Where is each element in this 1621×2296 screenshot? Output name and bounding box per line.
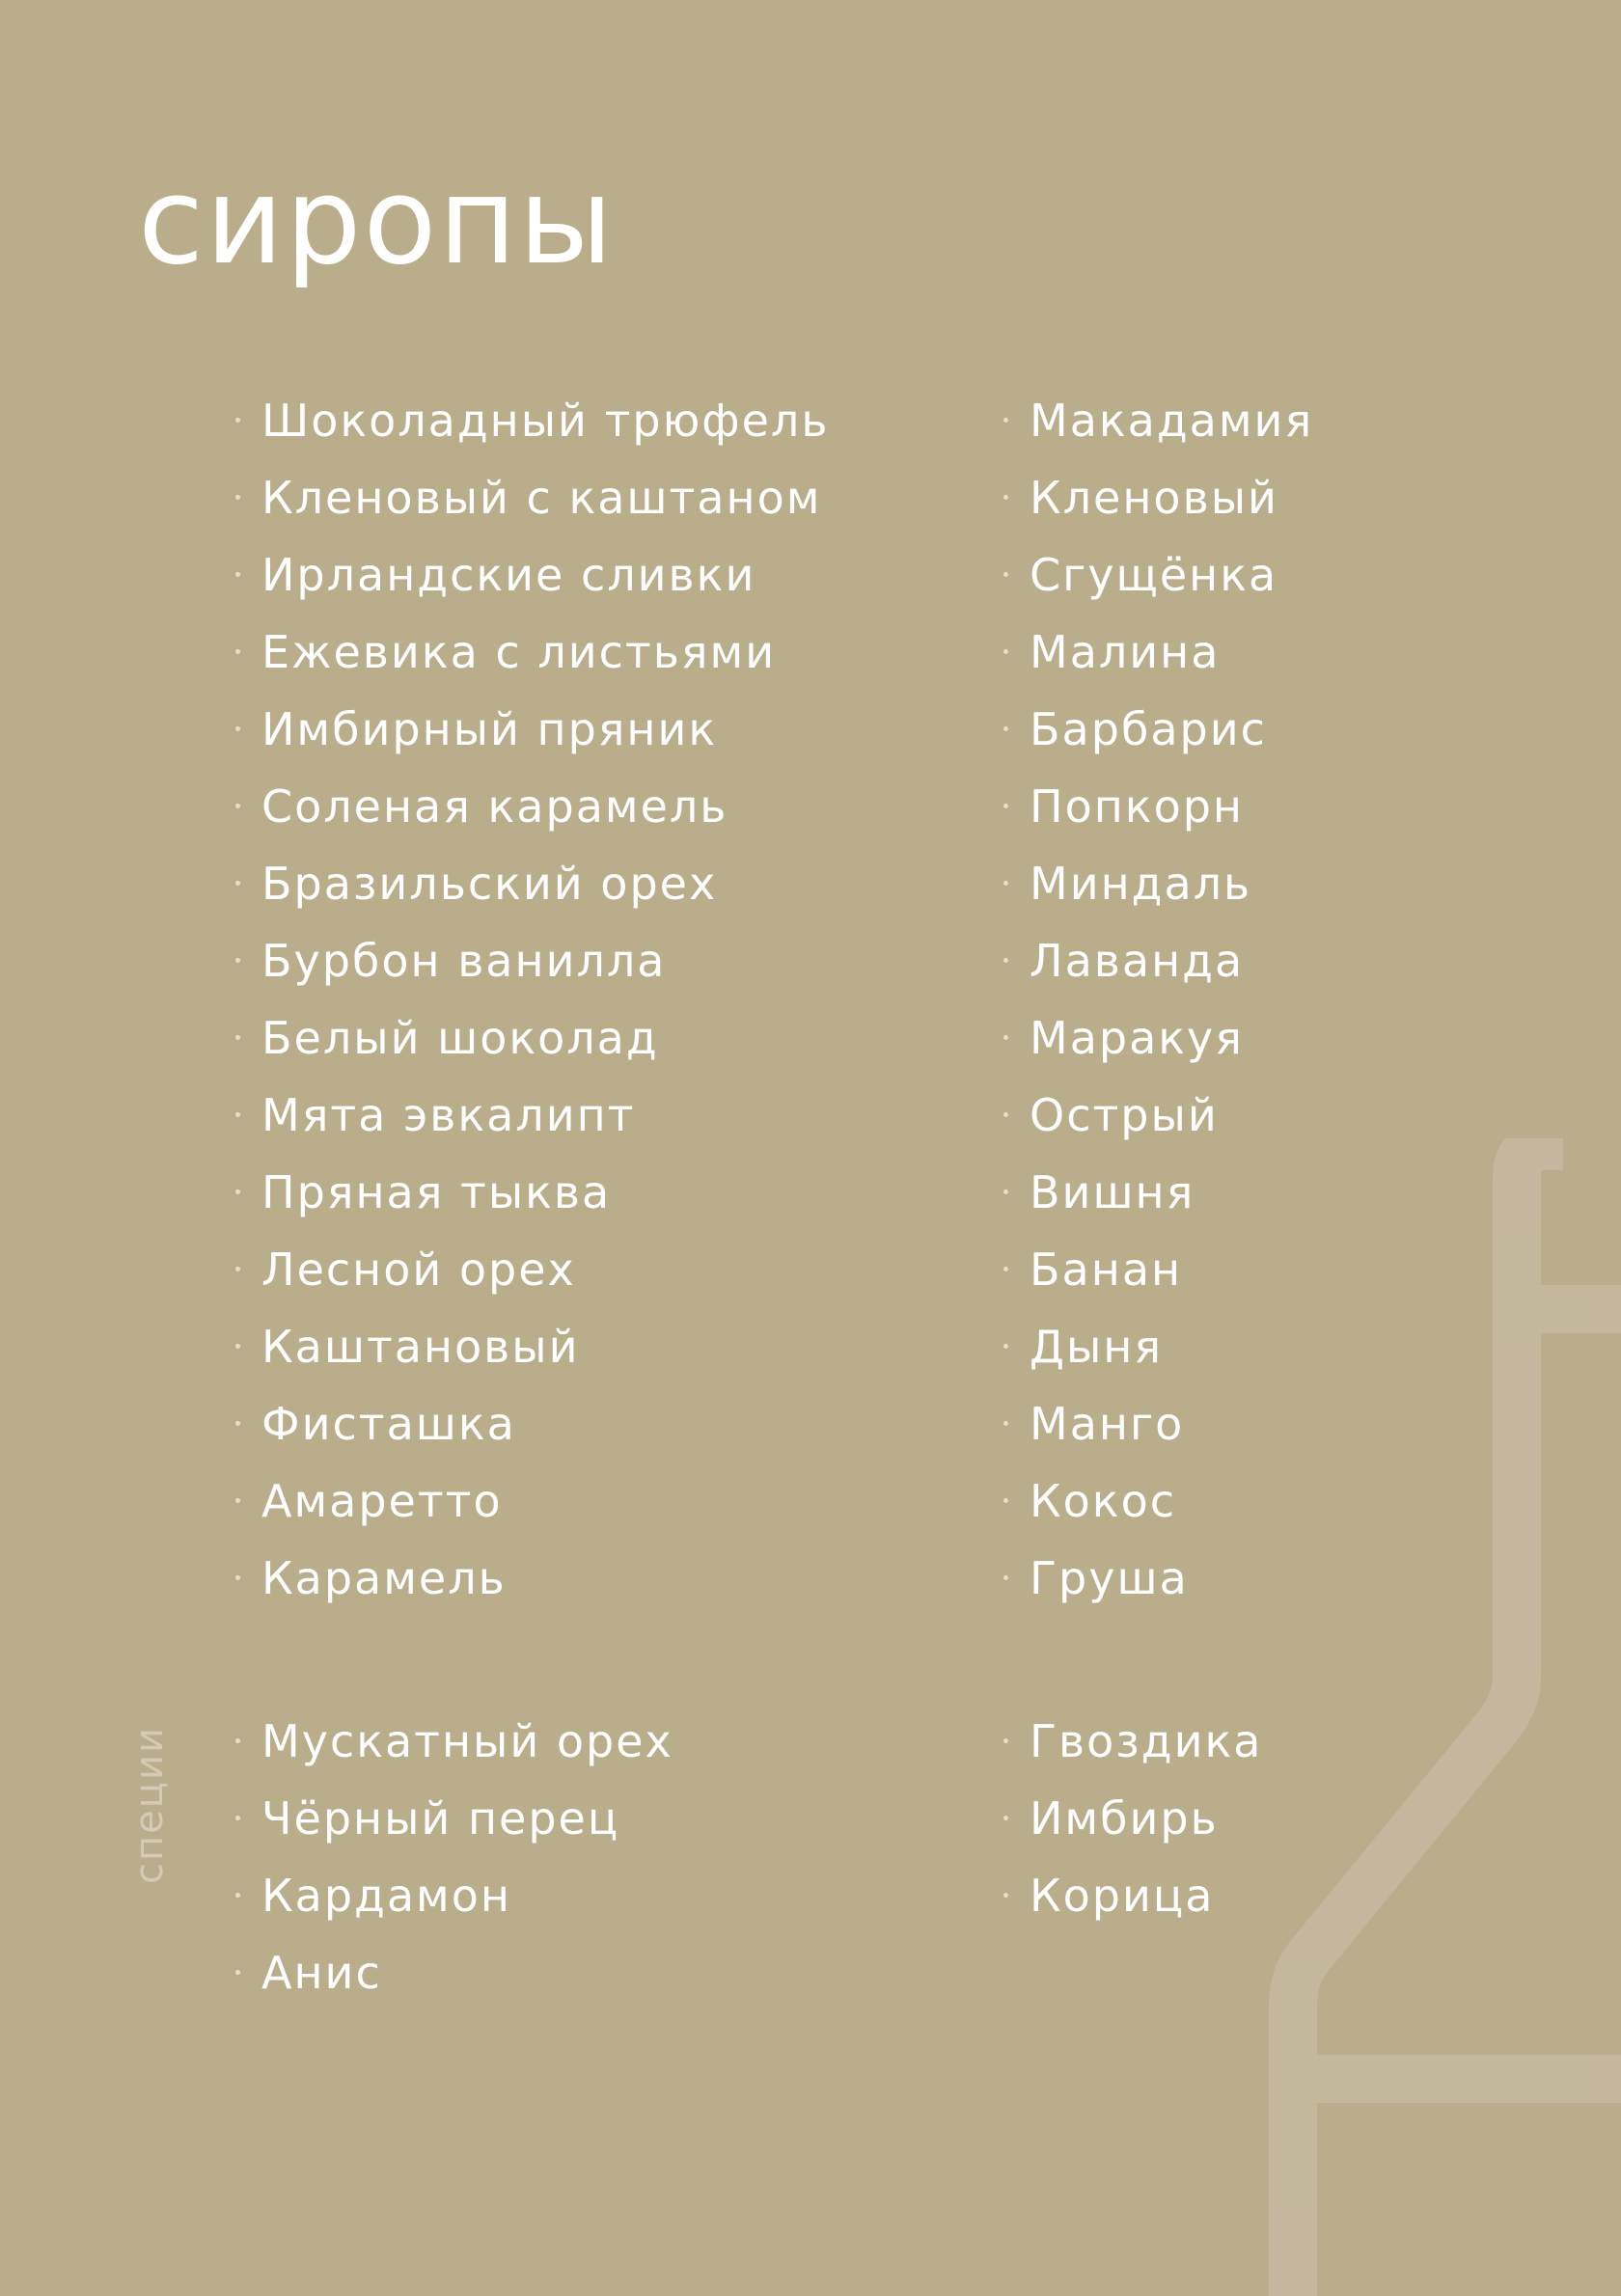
list-item-label: Кокос (1030, 1475, 1177, 1527)
bullet-dot-icon (1003, 1816, 1008, 1820)
syrup-item (261, 1077, 829, 1154)
syrup-item (1030, 1231, 1313, 1308)
syrup-item (261, 1385, 829, 1462)
list-item-label: Карамель (261, 1552, 507, 1604)
list-item-label: Макадамия (1030, 395, 1314, 447)
spice-item (261, 1934, 673, 2011)
bullet-dot-icon (1003, 804, 1008, 808)
list-item-label: Малина (1030, 626, 1221, 678)
list-item-label: Банан (1030, 1244, 1183, 1296)
list-item-label: Имбирный пряник (261, 703, 718, 755)
bullet-dot-icon (235, 1498, 240, 1503)
bullet-dot-icon (1003, 418, 1008, 423)
syrup-item (1030, 459, 1313, 536)
bullet-dot-icon (235, 1970, 240, 1975)
list-item-label: Сгущёнка (1030, 549, 1278, 601)
list-item-label: Лесной орех (261, 1244, 576, 1296)
syrup-item (1030, 1077, 1313, 1154)
bullet-dot-icon (235, 1112, 240, 1117)
list-item-label: Дыня (1030, 1321, 1164, 1373)
bullet-dot-icon (1003, 881, 1008, 886)
list-item-label: Маракуя (1030, 1012, 1244, 1064)
bullet-dot-icon (235, 1575, 240, 1580)
syrup-item (261, 1231, 829, 1308)
list-item-label: Соленая карамель (261, 780, 728, 833)
bullet-dot-icon (235, 572, 240, 577)
syrup-item (261, 536, 829, 614)
bullet-dot-icon (235, 418, 240, 423)
page-title: сиропы (138, 152, 616, 291)
list-item-label: Груша (1030, 1552, 1189, 1604)
bullet-dot-icon (235, 495, 240, 500)
syrups-list-left (261, 382, 829, 1617)
syrup-item (261, 614, 829, 691)
bullet-dot-icon (1003, 1344, 1008, 1349)
list-item-label: Мята эвкалипт (261, 1089, 636, 1141)
list-item-label: Ежевика с листьями (261, 626, 777, 678)
list-item-label: Миндаль (1030, 858, 1252, 910)
list-item-label: Пряная тыква (261, 1166, 612, 1218)
syrup-item (1030, 1385, 1313, 1462)
spice-item (261, 1780, 673, 1857)
list-item-label: Острый (1030, 1089, 1219, 1141)
bullet-dot-icon (235, 1344, 240, 1349)
syrup-item (1030, 922, 1313, 999)
syrups-list-right (1030, 382, 1313, 1617)
list-item-label: Кленовый (1030, 472, 1278, 524)
syrup-item (1030, 768, 1313, 845)
list-item-label: Кленовый с каштаном (261, 472, 822, 524)
syrup-item (1030, 1462, 1313, 1540)
list-item-label: Шоколадный трюфель (261, 395, 830, 447)
spices-list-left (261, 1703, 673, 2011)
bullet-dot-icon (235, 1738, 240, 1743)
list-item-label: Каштановый (261, 1321, 580, 1373)
list-item-label: Бурбон ванилла (261, 935, 667, 987)
bullet-dot-icon (1003, 572, 1008, 577)
syrup-item (261, 845, 829, 922)
spice-item (1030, 1703, 1262, 1780)
syrup-item (261, 691, 829, 768)
spice-item (1030, 1857, 1262, 1934)
bullet-dot-icon (1003, 1035, 1008, 1040)
list-item-label: Белый шоколад (261, 1012, 659, 1064)
bullet-dot-icon (235, 1267, 240, 1271)
syrup-item (261, 999, 829, 1077)
syrup-item (1030, 1308, 1313, 1385)
syrup-item (261, 382, 829, 459)
syrup-item (1030, 845, 1313, 922)
bullet-dot-icon (235, 1035, 240, 1040)
list-item-label: Амаретто (261, 1475, 503, 1527)
bullet-dot-icon (235, 881, 240, 886)
bullet-dot-icon (1003, 726, 1008, 731)
bullet-dot-icon (235, 804, 240, 808)
syrup-item (261, 459, 829, 536)
syrup-item (1030, 614, 1313, 691)
list-item-label: Лаванда (1030, 935, 1245, 987)
list-item-label: Чёрный перец (261, 1792, 620, 1845)
bullet-dot-icon (1003, 1267, 1008, 1271)
bullet-dot-icon (235, 1189, 240, 1194)
syrup-item (261, 922, 829, 999)
syrup-item (261, 1308, 829, 1385)
syrup-item (1030, 536, 1313, 614)
bullet-dot-icon (1003, 1893, 1008, 1898)
bullet-dot-icon (1003, 1575, 1008, 1580)
syrup-item (1030, 1540, 1313, 1617)
list-item-label: Манго (1030, 1398, 1185, 1450)
bullet-dot-icon (1003, 1498, 1008, 1503)
list-item-label: Гвоздика (1030, 1715, 1263, 1767)
bullet-dot-icon (1003, 958, 1008, 963)
spices-section-label: специи (127, 1726, 172, 1884)
bullet-dot-icon (1003, 1189, 1008, 1194)
bullet-dot-icon (235, 726, 240, 731)
spice-item (1030, 1780, 1262, 1857)
list-item-label: Фисташка (261, 1398, 516, 1450)
syrup-item (261, 1154, 829, 1231)
list-item-label: Барбарис (1030, 703, 1267, 755)
list-item-label: Попкорн (1030, 780, 1245, 833)
syrup-item (1030, 382, 1313, 459)
bullet-dot-icon (1003, 495, 1008, 500)
list-item-label: Мускатный орех (261, 1715, 673, 1767)
syrup-item (1030, 999, 1313, 1077)
list-item-label: Корица (1030, 1870, 1215, 1922)
bullet-dot-icon (235, 958, 240, 963)
list-item-label: Кардамон (261, 1870, 511, 1922)
bullet-dot-icon (1003, 1738, 1008, 1743)
bullet-dot-icon (235, 1893, 240, 1898)
spice-item (261, 1857, 673, 1934)
bullet-dot-icon (235, 1421, 240, 1426)
list-item-label: Анис (261, 1947, 382, 1999)
syrup-item (1030, 1154, 1313, 1231)
list-item-label: Ирландские сливки (261, 549, 756, 601)
syrup-item (261, 1462, 829, 1540)
list-item-label: Вишня (1030, 1166, 1195, 1218)
bullet-dot-icon (235, 1816, 240, 1820)
bullet-dot-icon (1003, 1112, 1008, 1117)
bullet-dot-icon (1003, 1421, 1008, 1426)
syrup-item (1030, 691, 1313, 768)
bullet-dot-icon (235, 649, 240, 654)
list-item-label: Имбирь (1030, 1792, 1219, 1845)
bullet-dot-icon (1003, 649, 1008, 654)
spice-item (261, 1703, 673, 1780)
list-item-label: Бразильский орех (261, 858, 718, 910)
syrup-item (261, 1540, 829, 1617)
syrup-item (261, 768, 829, 845)
spices-list-right (1030, 1703, 1262, 1934)
